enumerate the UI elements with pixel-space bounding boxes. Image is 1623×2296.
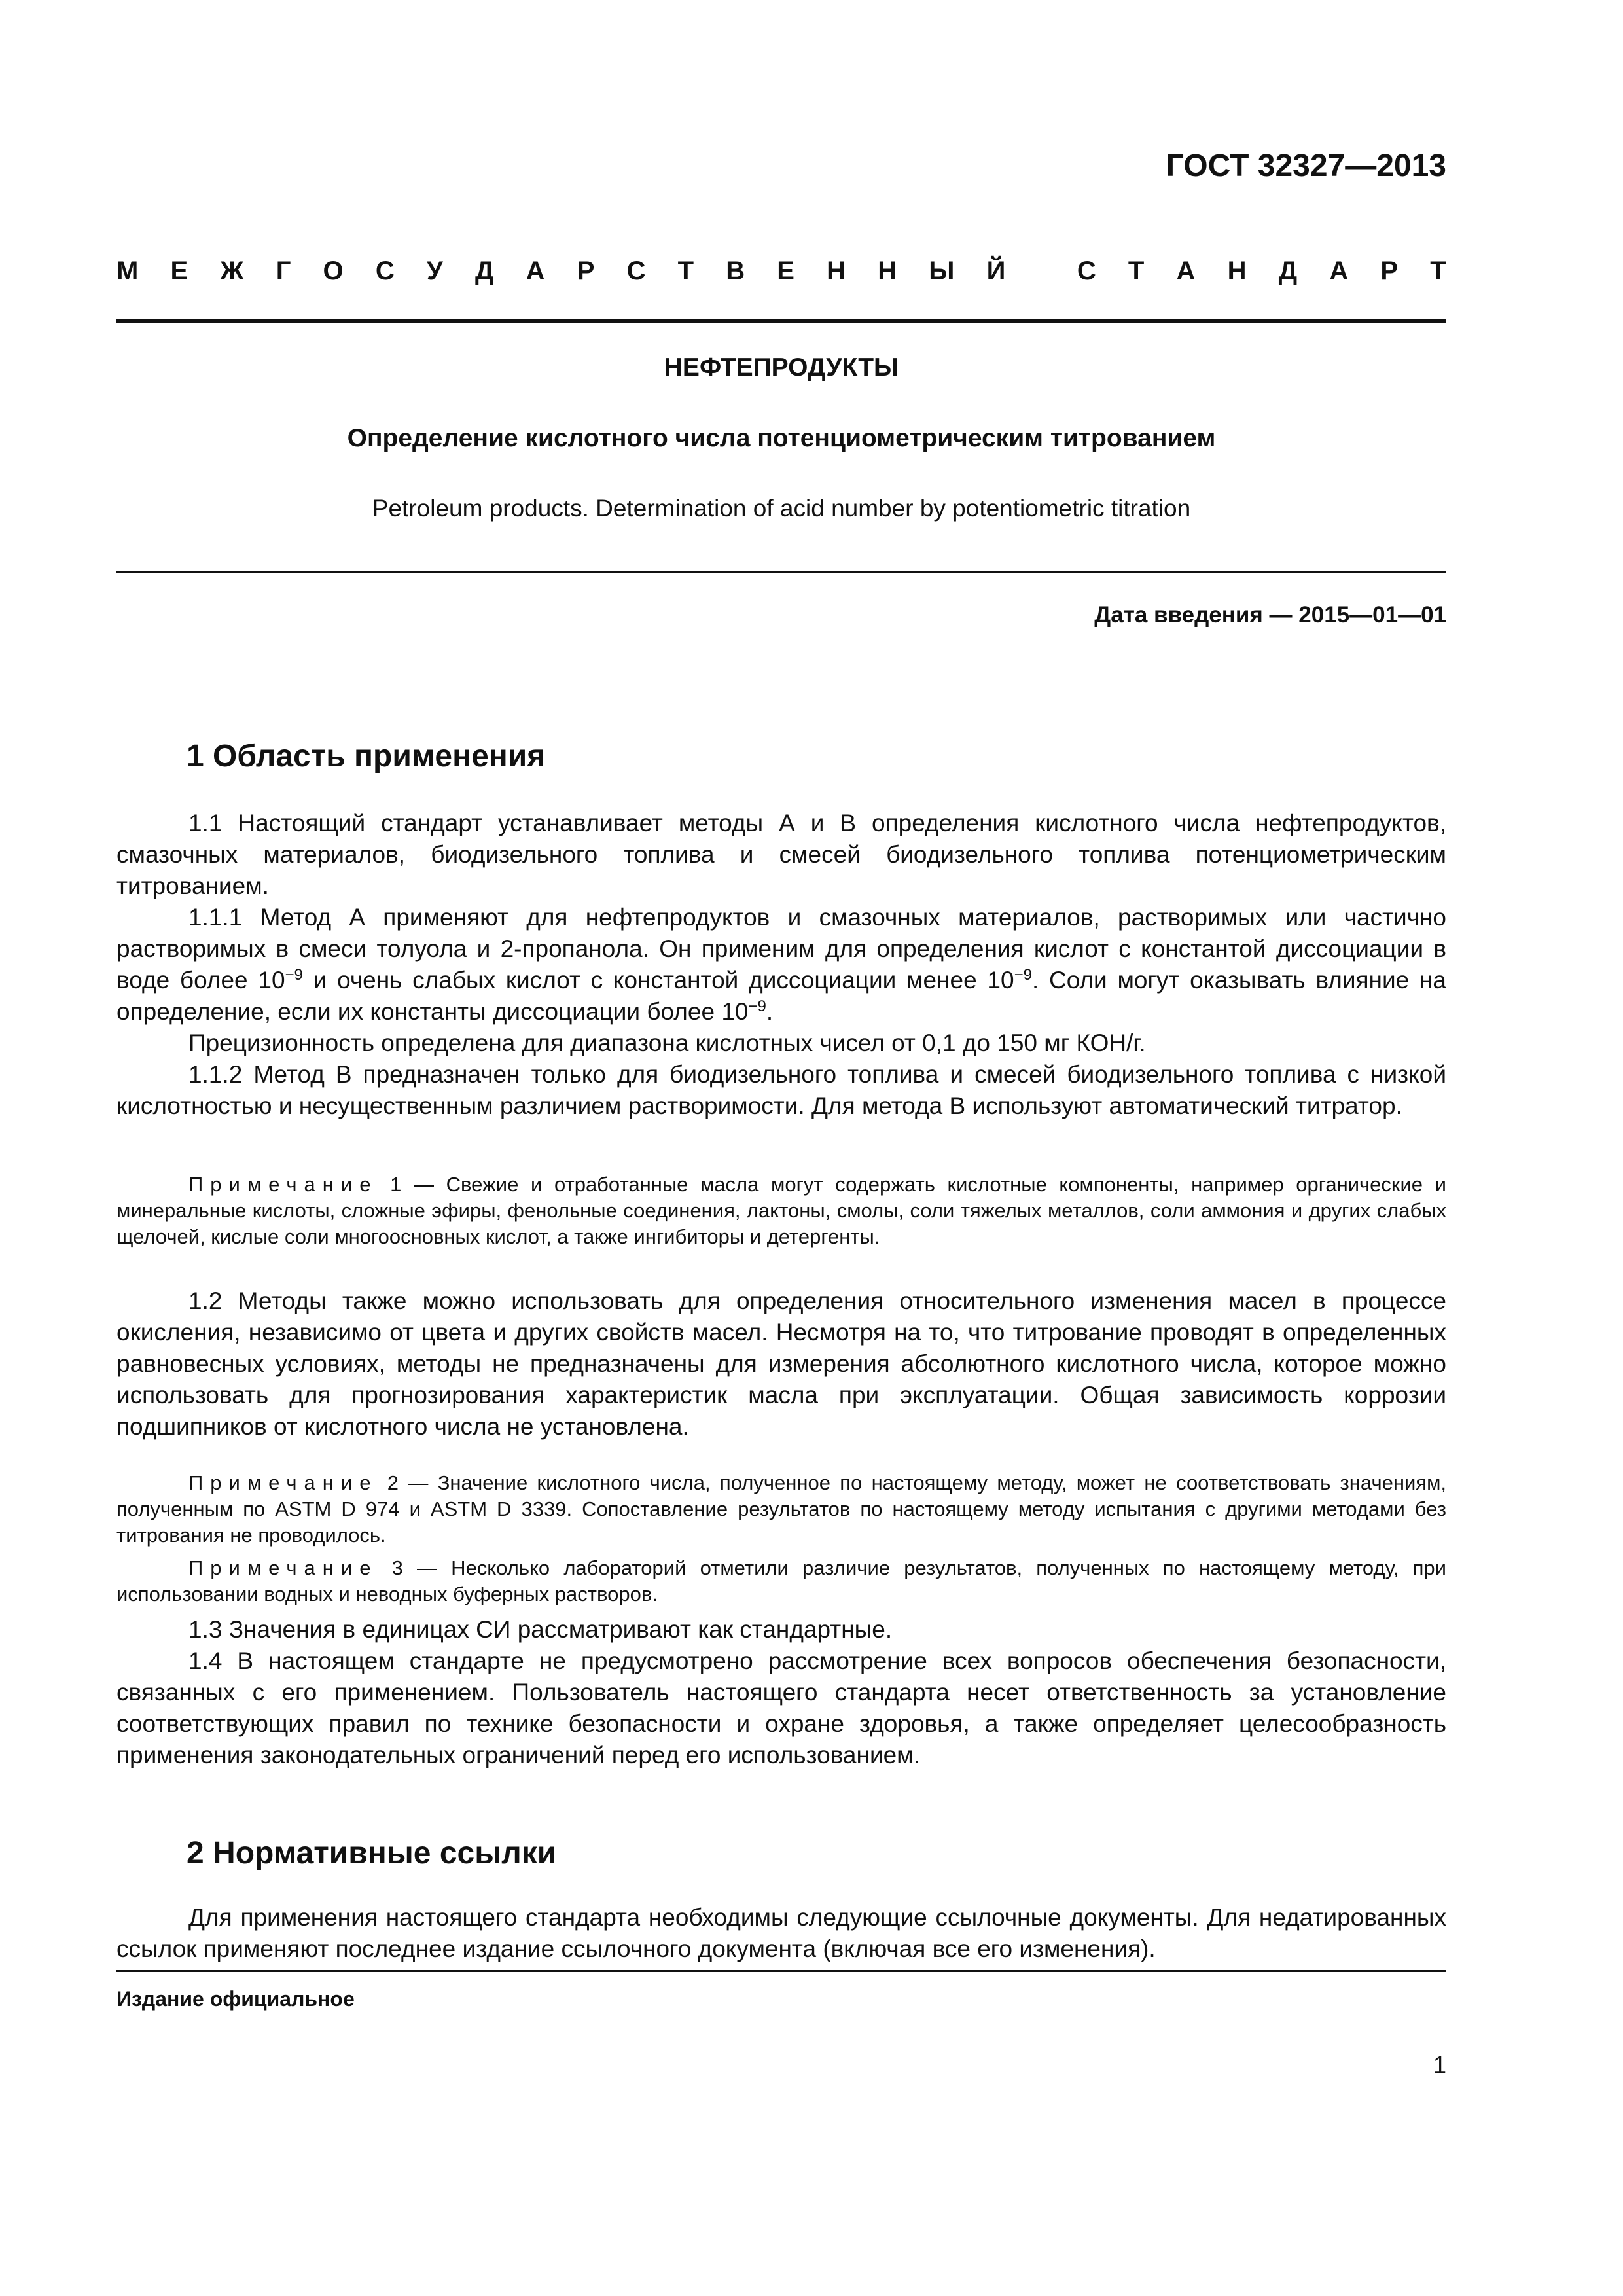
edition-label: Издание официальное — [116, 1987, 355, 2011]
precision-paragraph: Прецизионность определена для диапазона кислотных чисел от 0,1 до 150 мг КОН/г. — [188, 1030, 1146, 1056]
title-subtitle: Определение кислотного числа потенциометрическим титрованием — [347, 424, 1216, 452]
footer-divider — [116, 1970, 1446, 1972]
banner-letter: Ы — [929, 257, 955, 285]
banner-letter: А — [1329, 257, 1349, 285]
standard-banner — [116, 257, 1446, 296]
title-english: Petroleum products. Determination of acid number by potentiometric titration — [372, 495, 1191, 522]
banner-letter: Т — [1430, 257, 1446, 285]
exponent: −9 — [285, 966, 303, 984]
title-main: НЕФТЕПРОДУКТЫ — [664, 353, 899, 382]
paragraph-1-2: 1.2 Методы также можно использовать для определения относительного изменения масел в процессе окисления, независимо от цвета и других свойств масел. Несмотря на то, что титрование проводят в определенных равновесных условиях, методы не предназначены для измерения абсолютного кислотного числа, которое можно использовать для прогнозирования характеристик масла при эксплуатации. Общая зависимость коррозии подшипников от кислотного числа не установлена. — [116, 1287, 1446, 1440]
banner-letter: Н — [827, 257, 846, 285]
note-2-text: 2 — Значение кислотного числа, полученное по настоящему методу, может не соответствовать значениям, полученным по ASTM D 974 и ASTM D 3339. Сопоставление результатов по настоящему методу испытания с другими методами без титрования не проводилось. — [116, 1471, 1446, 1547]
banner-letter: О — [323, 257, 344, 285]
note-3-text: 3 — Несколько лабораторий отметили различие результатов, полученных по настоящему методу, при использовании водных и неводных буферных растворов. — [116, 1556, 1446, 1605]
banner-letter: Т — [677, 257, 694, 285]
document-number: ГОСТ 32327—2013 — [1166, 149, 1446, 183]
page-number: 1 — [1433, 2051, 1446, 2078]
banner-letter: С — [375, 257, 395, 285]
section-2-heading: 2 Нормативные ссылки — [187, 1836, 557, 1871]
note-3 — [116, 1555, 1446, 1607]
banner-letter: Й — [986, 257, 1006, 285]
section-1-heading: 1 Область применения — [187, 739, 546, 774]
banner-letter: С — [1077, 257, 1096, 285]
effective-date: Дата введения — 2015—01—01 — [1094, 602, 1446, 628]
title-divider — [116, 571, 1446, 573]
note-2 — [116, 1470, 1446, 1549]
banner-letter: А — [1176, 257, 1196, 285]
banner-letter: У — [426, 257, 443, 285]
paragraph-1-1: 1.1 Настоящий стандарт устанавливает методы А и В определения кислотного числа нефтепродуктов, смазочных материалов, биодизельного топлива и смесей биодизельного топлива потенциометрическим титрованием. — [116, 810, 1446, 899]
note-label: Примечание — [188, 1556, 378, 1579]
note-1-text: 1 — Свежие и отработанные масла могут содержать кислотные компоненты, например органические и минеральные кислоты, сложные эфиры, фенольные соединения, лактоны, смолы, соли тяжелых металлов, соли аммония и других слабых щелочей, кислые соли многоосновных кислот, а также ингибиторы и детергенты. — [116, 1173, 1446, 1248]
paragraph-1-1-1-part: . Соли могут оказывать влияние на определение, если их константы диссоциации более 10 — [116, 967, 1446, 1025]
banner-letter: А — [526, 257, 545, 285]
banner-letter: Е — [170, 257, 188, 285]
paragraph-1-1-1-part: и очень слабых кислот с константой диссоциации менее 10 — [302, 967, 1014, 994]
note-label: Примечание — [188, 1471, 378, 1494]
banner-divider — [116, 319, 1446, 323]
note-1 — [116, 1172, 1446, 1250]
banner-letter: Р — [1380, 257, 1399, 285]
banner-letter: Е — [777, 257, 794, 285]
banner-letter: С — [626, 257, 646, 285]
banner-letter: Д — [474, 257, 494, 285]
paragraph-1-1-1-part: . — [766, 998, 774, 1025]
banner-letter: Г — [276, 257, 291, 285]
paragraph-1-1-1-part: 1.1.1 Метод А применяют для нефтепродуктов и смазочных материалов, растворимых или частично растворимых в смеси толуола и 2-пропанола. Он применим для определения кислот с константой диссоциации в воде более 10 — [116, 904, 1446, 994]
banner-letter: М — [116, 257, 139, 285]
banner-letter: Д — [1278, 257, 1298, 285]
paragraph-1-1-1 — [116, 902, 1446, 1028]
exponent: −9 — [1014, 966, 1032, 984]
note-label: Примечание — [188, 1173, 378, 1196]
paragraph-1-1-2: 1.1.2 Метод В предназначен только для биодизельного топлива и смесей биодизельного топлива с низкой кислотностью и несущественным различием растворимости. Для метода В используют автоматический титратор. — [116, 1061, 1446, 1119]
paragraph-1-3: 1.3 Значения в единицах СИ рассматривают как стандартные. — [188, 1616, 893, 1643]
banner-letter: Н — [878, 257, 897, 285]
banner-letter: Ж — [220, 257, 244, 285]
section-2-paragraph: Для применения настоящего стандарта необходимы следующие ссылочные документы. Для недатированных ссылок применяют последнее издание ссылочного документа (включая все его изменения). — [116, 1904, 1446, 1962]
banner-letter: Р — [577, 257, 595, 285]
paragraph-1-4: 1.4 В настоящем стандарте не предусмотрено рассмотрение всех вопросов обеспечения безопасности, связанных с его применением. Пользователь настоящего стандарта несет ответственность за установление соответствующих правил по технике безопасности и охране здоровья, а также определяет целесообразность применения законодательных ограничений перед его использованием. — [116, 1647, 1446, 1768]
banner-letter: Т — [1128, 257, 1145, 285]
banner-gap — [1038, 257, 1045, 296]
banner-letter: В — [726, 257, 745, 285]
exponent: −9 — [748, 997, 766, 1015]
banner-letter: Н — [1227, 257, 1247, 285]
